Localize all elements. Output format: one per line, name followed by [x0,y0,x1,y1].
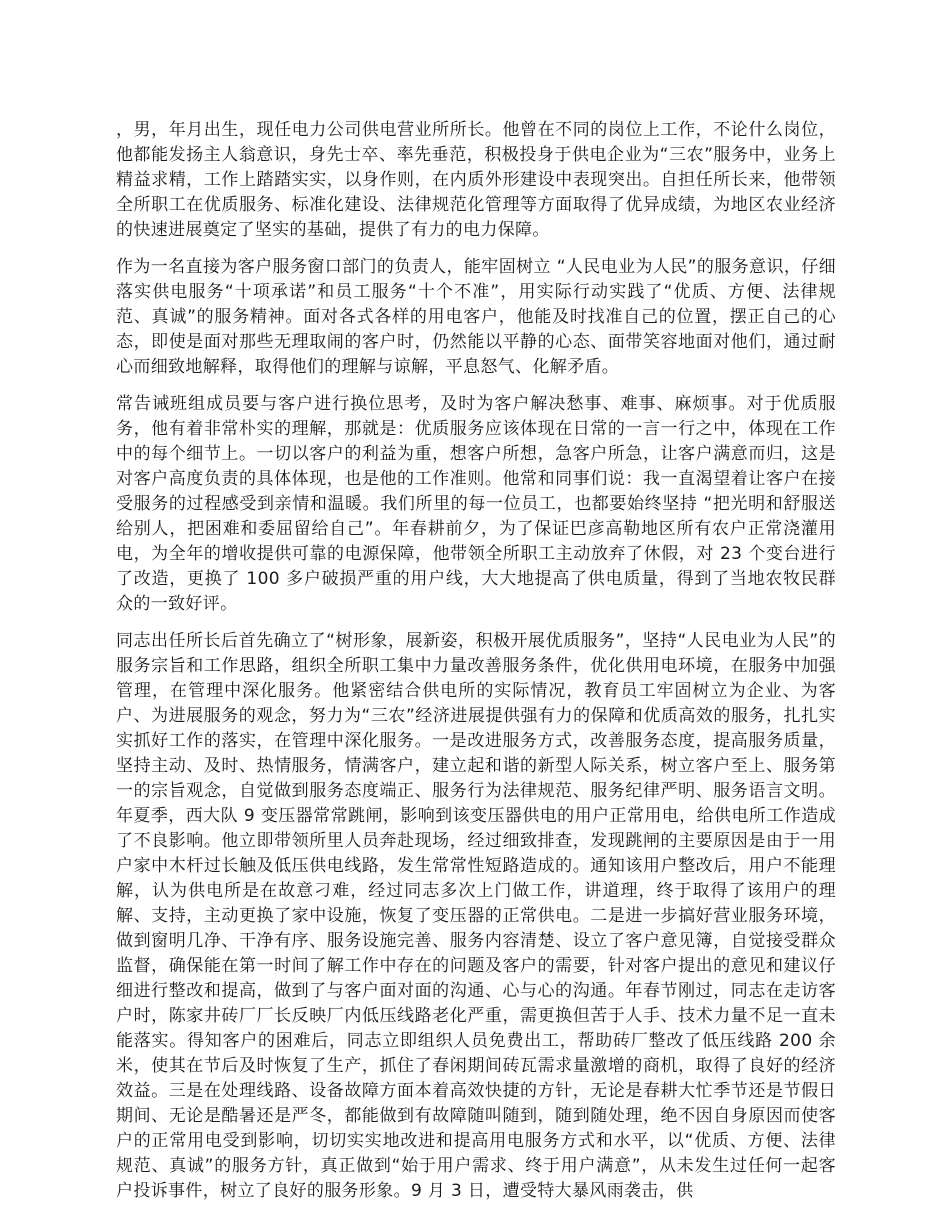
paragraph-2: 作为一名直接为客户服务窗口部门的负责人，能牢固树立 “人民电业为人民”的服务意识，仔细落实供电服务“十项承诺”和员工服务“十个不准”，用实际行动实践了“优质、方便、法律规范、真诚”的服务精神。面对各式各样的用电客户，他能及时找准自己的位置，摆正自己的心态，即使是面对那些无理取闹的客户时，仍然能以平静的心态、面带笑容地面对他们，通过耐心而细致地解释，取得他们的理解与谅解，平息怒气、化解矛盾。 [116,257,836,377]
document-body [116,118,836,1216]
paragraph-3: 常告诫班组成员要与客户进行换位思考，及时为客户解决愁事、难事、麻烦事。对于优质服务，他有着非常朴实的理解，那就是：优质服务应该体现在日常的一言一行之中，体现在工作中的每个细节上。一切以客户的利益为重，想客户所想，急客户所急，让客户满意而归，这是对客户高度负责的具体体现，也是他的工作准则。他常和同事们说：我一直渴望着让客户在接受服务的过程感受到亲情和温暖。我们所里的每一位员工，也都要始终坚持 “把光明和舒服送给别人，把困难和委屈留给自己”。年春耕前夕，为了保证巴彦高勒地区所有农户正常浇灌用电，为全年的增收提供可靠的电源保障，他带领全所职工主动放弃了休假，对 23 个变台进行了改造，更换了 100 多户破损严重的用户线，大大地提高了供电质量，得到了当地农牧民群众的一致好评。 [116,394,836,614]
paragraph-1: ，男，年月出生，现任电力公司供电营业所所长。他曾在不同的岗位上工作，不论什么岗位，他都能发扬主人翁意识，身先士卒、率先垂范，积极投身于供电企业为“三农”服务中，业务上精益求精，工作上踏踏实实，以身作则，在内质外形建设中表现突出。自担任所长来，他带领全所职工在优质服务、标准化建设、法律规范化管理等方面取得了优异成绩，为地区农业经济的快速进展奠定了坚实的基础，提供了有力的电力保障。 [116,120,836,240]
paragraph-4: 同志出任所长后首先确立了“树形象，展新姿，积极开展优质服务”，坚持“人民电业为人民”的服务宗旨和工作思路，组织全所职工集中力量改善服务条件，优化供用电环境，在服务中加强管理，在管理中深化服务。他紧密结合供电所的实际情况，教育员工牢固树立为企业、为客户、为进展服务的观念，努力为“三农”经济进展提供强有力的保障和优质高效的服务，扎扎实实抓好工作的落实，在管理中深化服务。一是改进服务方式，改善服务态度，提高服务质量，坚持主动、及时、热情服务，情满客户，建立起和谐的新型人际关系，树立客户至上、服务第一的宗旨观念，自觉做到服务态度端正、服务行为法律规范、服务纪律严明、服务语言文明。年夏季，西大队 9 变压器常常跳闸，影响到该变压器供电的用户正常用电，给供电所工作造成了不良影响。他立即带领所里人员奔赴现场，经过细致排查，发现跳闸的主要原因是由于一用户家中木杆过长触及低压供电线路，发生常常性短路造成的。通知该用户整改后，用户不能理解，认为供电所是在故意刁难，经过同志多次上门做工作，讲道理，终于取得了该用户的理解、支持，主动更换了家中设施，恢复了变压器的正常供电。二是进一步搞好营业服务环境，做到窗明几净、干净有序、服务设施完善、服务内容清楚、设立了客户意见簿，自觉接受群众监督，确保能在第一时间了解工作中存在的问题及客户的需要，针对客户提出的意见和建议仔细进行整改和提高，做到了与客户面对面的沟通、心与心的沟通。年春节刚过，同志在走访客户时，陈家井砖厂厂长反映厂内低压线路老化严重，需更换但苦于人手、技术力量不足一直未能落实。得知客户的困难后，同志立即组织人员免费出工，帮助砖厂整改了低压线路 200 余米，使其在节后及时恢复了生产，抓住了春闲期间砖瓦需求量激增的商机，取得了良好的经济效益。三是在处理线路、设备故障方面本着高效快捷的方针，无论是春耕大忙季节还是节假日期间、无论是酷暑还是严冬，都能做到有故障随叫随到，随到随处理，绝不因自身原因而使客户的正常用电受到影响，切切实实地改进和提高用电服务方式和水平，以“优质、方便、法律规范、真诚”的服务方针，真正做到“始于用户需求、终于用户满意”，从未发生过任何一起客户投诉事件，树立了良好的服务形象。9 月 3 日，遭受特大暴风雨袭击，供 [116,631,836,1201]
